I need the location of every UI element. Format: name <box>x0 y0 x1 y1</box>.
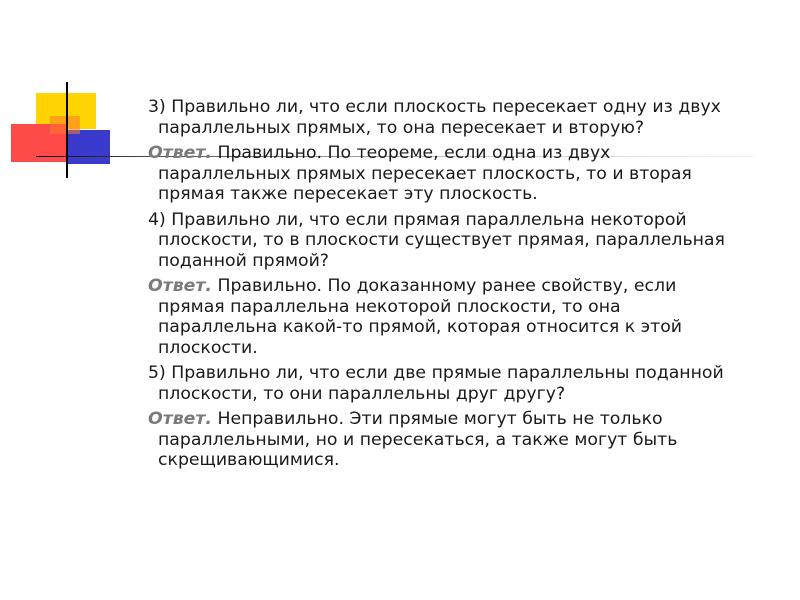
question-3 <box>148 97 728 138</box>
answer-label: Ответ. <box>148 276 212 296</box>
answer-label: Ответ. <box>148 409 212 429</box>
decorative-blue-square <box>68 130 110 164</box>
answer-label: Ответ. <box>148 143 212 163</box>
answer-text: Правильно. По доказанному ранее свойству, если прямая параллельна некоторой плоскости, то она параллельна какой-то прямой, которая относится к этой плоскости. <box>158 276 682 358</box>
answer-3 <box>148 143 728 205</box>
question-5 <box>148 363 728 404</box>
question-4 <box>148 210 728 272</box>
answer-5 <box>148 409 728 471</box>
decorative-vertical-line <box>66 82 68 178</box>
question-text: 4) Правильно ли, что если прямая параллельна некоторой плоскости, то в плоскости существует прямая, параллельная поданной прямой? <box>148 209 725 271</box>
question-text: 3) Правильно ли, что если плоскость пересекает одну из двух параллельных прямых, то она пересекает и вторую? <box>148 97 721 138</box>
question-text: 5) Правильно ли, что если две прямые параллельны поданной плоскости, то они параллельны друг другу? <box>148 363 724 404</box>
answer-text: Правильно. По теореме, если одна из двух параллельных прямых пересекает плоскость, то и вторая прямая также пересекает эту плоскость. <box>158 143 692 204</box>
answer-text: Неправильно. Эти прямые могут быть не только параллельными, но и пересекаться, а также могут быть скрещивающимися. <box>158 409 678 470</box>
answer-4 <box>148 276 728 358</box>
slide-text <box>148 97 728 476</box>
decorative-overlap <box>50 116 80 134</box>
